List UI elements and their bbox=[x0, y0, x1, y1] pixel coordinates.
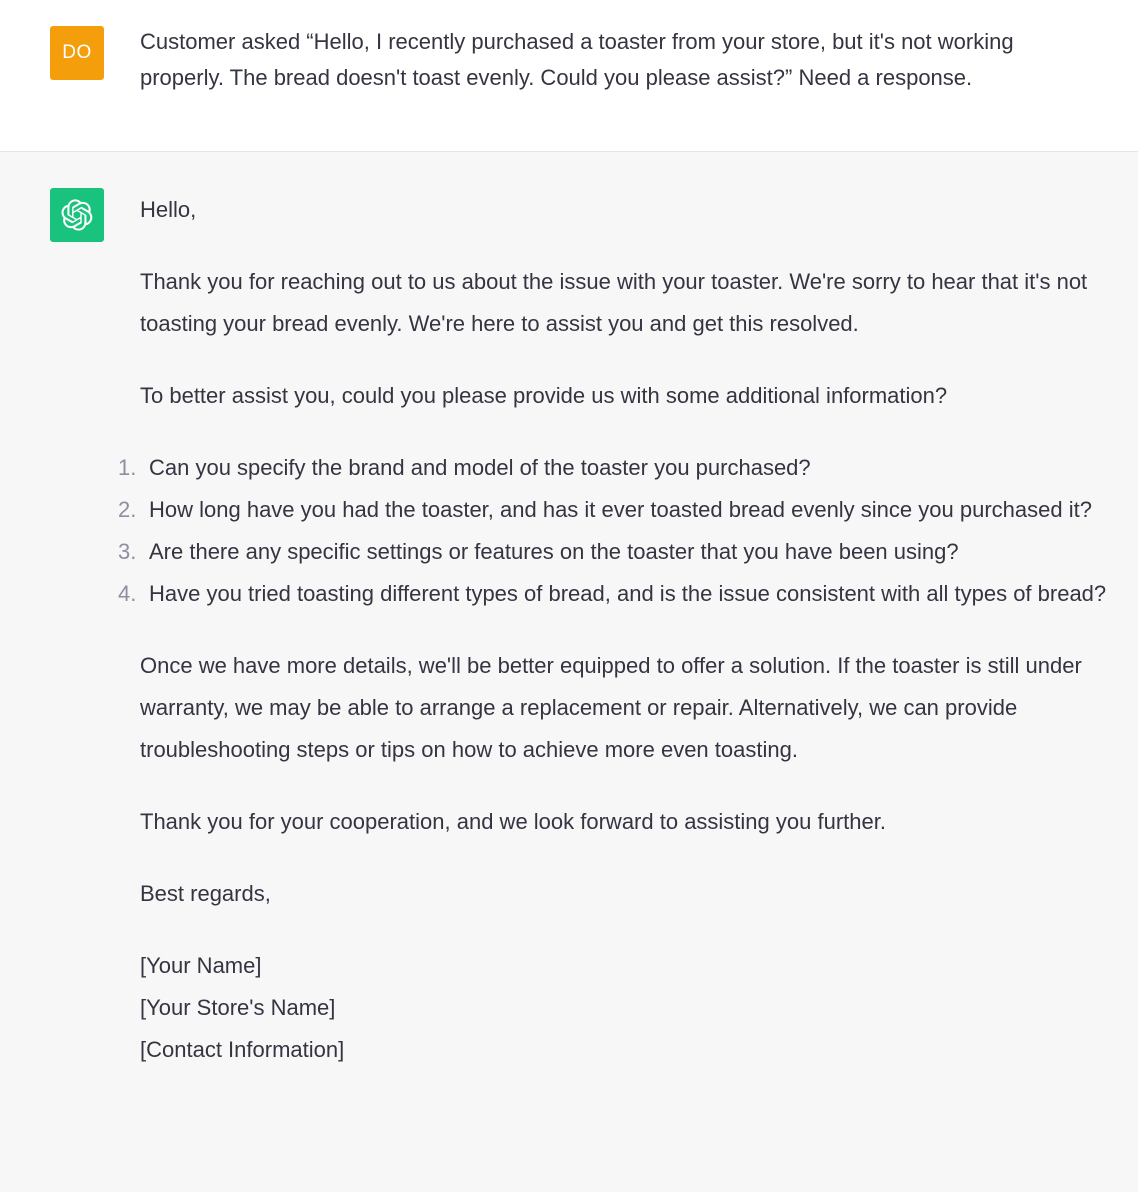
question-list bbox=[118, 447, 1115, 615]
openai-logo-icon bbox=[61, 199, 93, 231]
greeting-text: Hello, bbox=[140, 197, 197, 222]
assistant-message-row bbox=[0, 152, 1138, 1192]
question-text: Have you tried toasting different types of bread, and is the issue consistent with all types of bread? bbox=[149, 581, 1107, 606]
assistant-message-text bbox=[118, 189, 1115, 1101]
response-paragraph-1: Thank you for reaching out to us about the issue with your toaster. We're sorry to hear that it's not toasting your bread evenly. We're here to assist you and get this resolved. bbox=[140, 269, 1088, 336]
question-number: 4. bbox=[118, 581, 137, 606]
closing-text: Best regards, bbox=[140, 881, 271, 906]
question-text: Are there any specific settings or features on the toaster that you have been using? bbox=[149, 539, 959, 564]
signature-block bbox=[140, 945, 1115, 1071]
question-number: 3. bbox=[118, 539, 137, 564]
user-message-row bbox=[0, 0, 1138, 152]
signature-store-name: [Your Store's Name] bbox=[140, 995, 336, 1020]
question-text: How long have you had the toaster, and has it ever toasted bread evenly since you purchased it? bbox=[149, 497, 1092, 522]
question-number: 1. bbox=[118, 455, 137, 480]
question-list-item bbox=[118, 447, 1115, 489]
user-message-text: Customer asked “Hello, I recently purchased a toaster from your store, but it's not working properly. The bread doesn't toast evenly. Could you please assist?” Need a response. bbox=[140, 29, 1014, 90]
question-list-item bbox=[118, 573, 1115, 615]
user-avatar-initials: DO bbox=[62, 42, 92, 63]
question-number: 2. bbox=[118, 497, 137, 522]
assistant-avatar bbox=[50, 188, 104, 242]
response-paragraph-4: Thank you for your cooperation, and we look forward to assisting you further. bbox=[140, 809, 886, 834]
question-text: Can you specify the brand and model of the toaster you purchased? bbox=[149, 455, 811, 480]
question-list-item bbox=[118, 531, 1115, 573]
signature-contact-info: [Contact Information] bbox=[140, 1037, 345, 1062]
signature-name: [Your Name] bbox=[140, 953, 262, 978]
question-list-item bbox=[118, 489, 1115, 531]
user-avatar bbox=[50, 26, 104, 80]
response-paragraph-3: Once we have more details, we'll be better equipped to offer a solution. If the toaster is still under warranty, we may be able to arrange a replacement or repair. Alternatively, we can provide troubleshooting steps or tips on how to achieve more even toasting. bbox=[140, 653, 1082, 762]
response-paragraph-2: To better assist you, could you please provide us with some additional information? bbox=[140, 383, 948, 408]
